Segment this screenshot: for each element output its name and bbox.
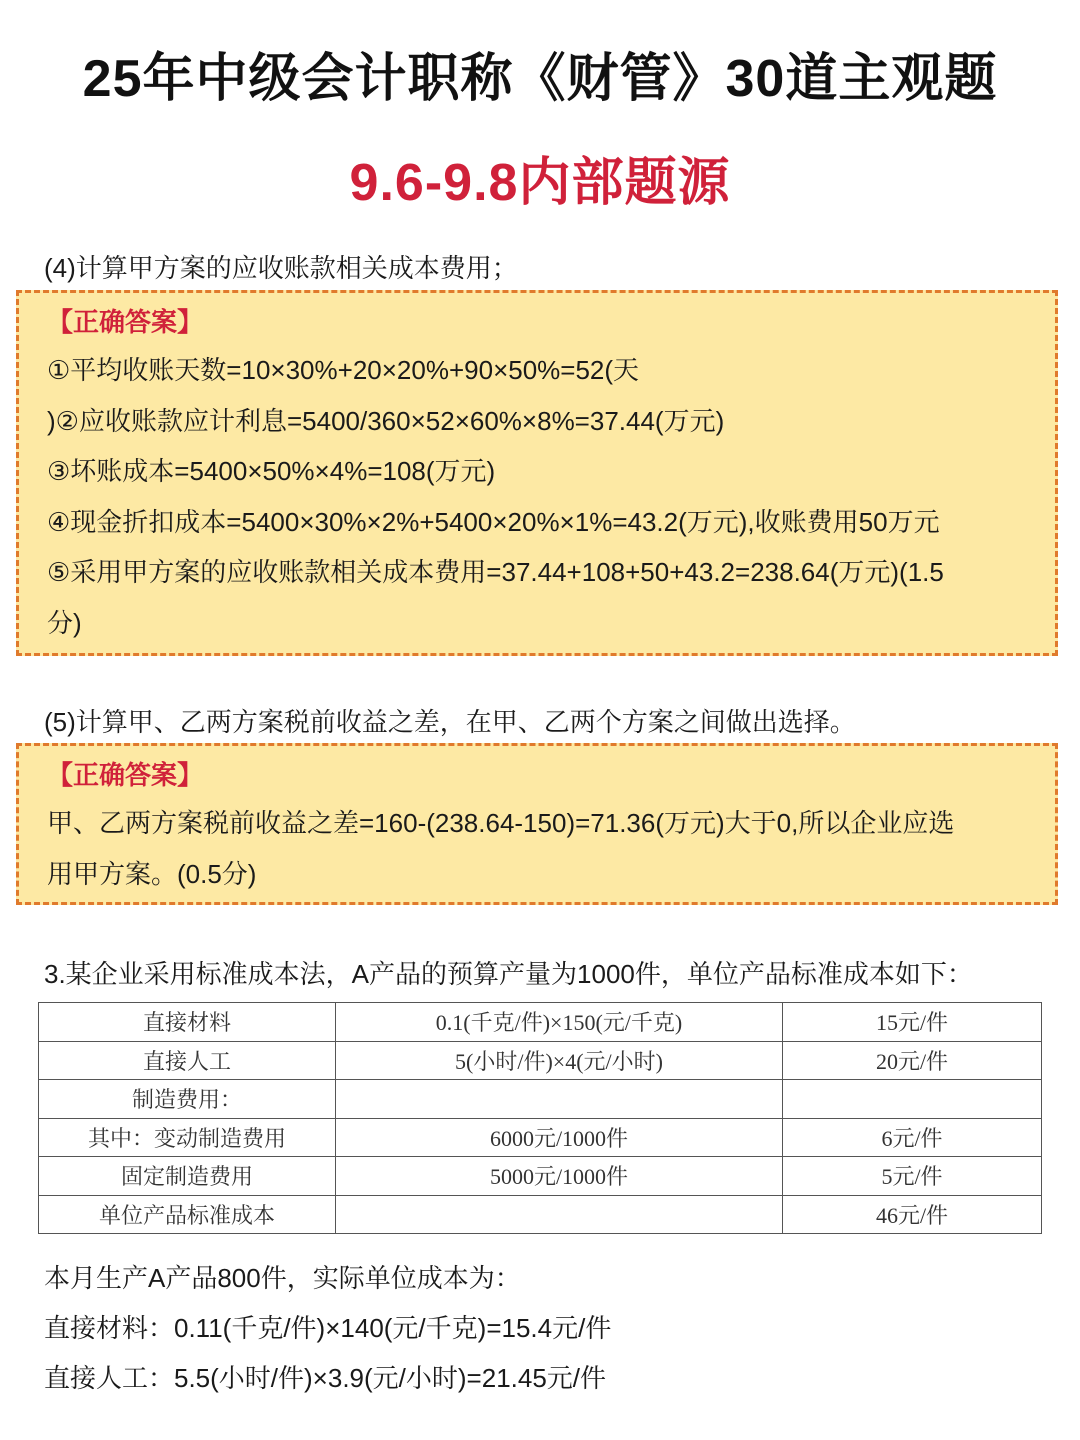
page-title: 25年中级会计职称《财管》30道主观题 (82, 50, 998, 108)
table-cell: 5000元/1000件 (336, 1157, 783, 1196)
table-row (39, 1041, 1042, 1080)
answer-line: )②应收账款应计利息=5400/360×52×60%×8%=37.44(万元) (47, 405, 725, 436)
answer-label: 【正确答案】 (47, 307, 204, 337)
table-row (39, 1118, 1042, 1157)
answer-line: 甲、乙两方案税前收益之差=160-(238.64-150)=71.36(万元)大于0,所以企业应选 (47, 808, 955, 838)
actual-cost-intro: 本月生产A产品800件，实际单位成本为： (44, 1263, 521, 1293)
answer-line: ③坏账成本=5400×50%×4%=108(万元) (47, 456, 496, 486)
question-3-text: 3.某企业采用标准成本法，A产品的预算产量为1000件，单位产品标准成本如下： (44, 959, 973, 989)
table-cell: 其中：变动制造费用 (39, 1118, 336, 1157)
table-cell: 制造费用： (39, 1080, 336, 1119)
standard-cost-table (38, 1002, 1042, 1234)
answer-line: 用甲方案。(0.5分) (47, 858, 257, 889)
table-cell: 20元/件 (783, 1041, 1042, 1080)
answer-line: ④现金折扣成本=5400×30%×2%+5400×20%×1%=43.2(万元),收账费用50万元 (47, 506, 940, 537)
table-cell: 15元/件 (783, 1003, 1042, 1042)
table-cell: 固定制造费用 (39, 1157, 336, 1196)
table-cell (336, 1080, 783, 1119)
question-5-answer-box (16, 743, 1058, 905)
table-cell: 5元/件 (783, 1157, 1042, 1196)
question-4-text: (4)计算甲方案的应收账款相关成本费用； (44, 253, 518, 283)
answer-line: ⑤采用甲方案的应收账款相关成本费用=37.44+108+50+43.2=238.64(万元)(1.5 (47, 557, 944, 587)
table-cell: 6元/件 (783, 1118, 1042, 1157)
table-cell: 5(小时/件)×4(元/小时) (336, 1041, 783, 1080)
table-row (39, 1157, 1042, 1196)
table-row (39, 1080, 1042, 1119)
table-row (39, 1195, 1042, 1234)
actual-cost-line: 直接材料：0.11(千克/件)×140(元/千克)=15.4元/件 (44, 1313, 612, 1343)
table-cell: 46元/件 (783, 1195, 1042, 1234)
question-4-answer-box (16, 290, 1058, 656)
answer-line: 分) (47, 607, 82, 638)
table-cell: 单位产品标准成本 (39, 1195, 336, 1234)
table-cell (336, 1195, 783, 1234)
actual-cost-line: 直接人工：5.5(小时/件)×3.9(元/小时)=21.45元/件 (44, 1363, 607, 1393)
table-row (39, 1003, 1042, 1042)
table-cell: 0.1(千克/件)×150(元/千克) (336, 1003, 783, 1042)
answer-label: 【正确答案】 (47, 760, 204, 790)
page-subtitle: 9.6-9.8内部题源 (349, 154, 731, 212)
table-cell (783, 1080, 1042, 1119)
table-cell: 直接材料 (39, 1003, 336, 1042)
question-5-text: (5)计算甲、乙两方案税前收益之差，在甲、乙两个方案之间做出选择。 (44, 707, 856, 737)
table-cell: 6000元/1000件 (336, 1118, 783, 1157)
answer-line: ①平均收账天数=10×30%+20×20%+90×50%=52(天 (47, 355, 640, 385)
table-cell: 直接人工 (39, 1041, 336, 1080)
